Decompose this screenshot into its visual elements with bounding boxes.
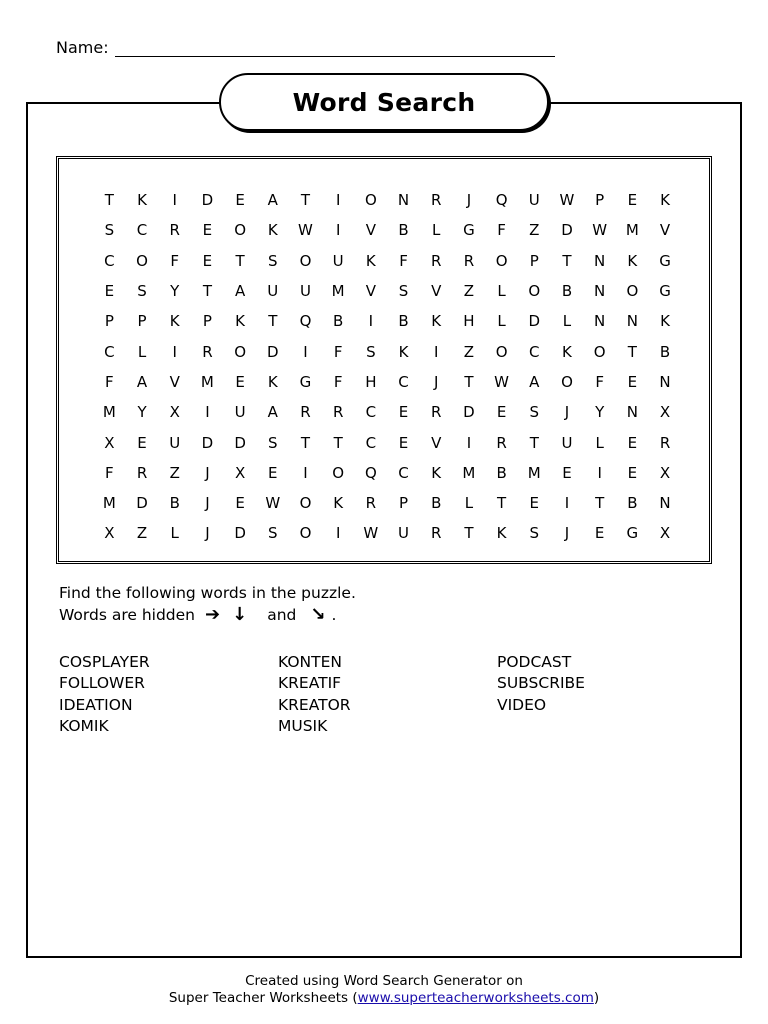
grid-letter: F	[333, 342, 343, 361]
grid-letter: N	[626, 312, 638, 331]
grid-letter: R	[300, 403, 311, 422]
grid-letter: B	[561, 282, 573, 301]
grid-letter: C	[529, 342, 540, 361]
grid-letter: N	[659, 494, 671, 513]
grid-letter: O	[495, 342, 508, 361]
grid-letter: I	[597, 463, 602, 482]
grid-letter: U	[234, 403, 246, 422]
grid-letter: L	[595, 433, 604, 452]
grid-letter: X	[659, 524, 671, 543]
grid-letter: D	[234, 524, 246, 543]
grid-letter: O	[234, 342, 246, 361]
grid-letter: E	[562, 463, 572, 482]
footer-link[interactable]: www.superteacherworksheets.com	[357, 990, 594, 1006]
grid-letter: M	[527, 463, 541, 482]
grid-letter: T	[333, 433, 343, 452]
grid-letter: U	[561, 433, 573, 452]
grid-letter: Q	[364, 463, 377, 482]
grid-letter: K	[235, 312, 246, 331]
grid-letter: O	[299, 494, 312, 513]
grid-letter: K	[267, 221, 278, 240]
grid-letter: S	[268, 251, 278, 270]
instructions-period: .	[331, 606, 337, 624]
grid-letter: B	[659, 342, 671, 361]
grid-letter: E	[398, 433, 409, 452]
grid-letter: S	[529, 524, 540, 543]
arrow-down-icon: ↓	[232, 604, 248, 625]
grid-row	[59, 246, 709, 276]
grid-letter: I	[303, 342, 308, 361]
grid-letter: E	[627, 433, 638, 452]
grid-letter: E	[627, 372, 638, 391]
grid-letter: R	[202, 342, 213, 361]
grid-letter: T	[202, 282, 212, 301]
grid-letter: J	[205, 494, 210, 513]
grid-letter: K	[627, 251, 638, 270]
grid-letter: D	[561, 221, 573, 240]
grid-letter: V	[169, 372, 180, 391]
grid-letter: Z	[136, 524, 148, 543]
grid-letter: G	[299, 372, 312, 391]
grid-letter: F	[595, 372, 604, 391]
grid-letter: K	[169, 312, 180, 331]
grid-letter: P	[137, 312, 147, 331]
grid-letter: W	[363, 524, 379, 543]
grid-letter: R	[431, 403, 442, 422]
arrow-right-icon: ➔	[205, 604, 221, 625]
grid-letter: C	[104, 342, 115, 361]
grid-letter: N	[626, 403, 638, 422]
grid-letter: T	[300, 433, 311, 452]
grid-letter: T	[235, 251, 245, 270]
grid-letter: O	[561, 372, 573, 391]
grid-letter: C	[365, 403, 377, 422]
grid-letter: V	[365, 282, 376, 301]
grid-letter: F	[105, 372, 114, 391]
grid-letter: C	[398, 372, 409, 391]
grid-letter: Z	[169, 463, 180, 482]
grid-letter: B	[627, 494, 638, 513]
grid-letter: R	[365, 494, 377, 513]
grid-row	[59, 397, 709, 427]
grid-letter: W	[265, 494, 281, 513]
grid-letter: Q	[495, 191, 508, 210]
name-label: Name:	[56, 38, 109, 57]
grid-letter: J	[466, 191, 472, 210]
grid-row	[59, 306, 709, 336]
grid-letter: M	[102, 403, 116, 422]
word-search-grid	[56, 156, 712, 564]
grid-letter: I	[466, 433, 472, 452]
grid-letter: N	[594, 282, 606, 301]
grid-letter: L	[137, 342, 147, 361]
grid-letter: V	[431, 433, 442, 452]
grid-letter: K	[496, 524, 507, 543]
grid-letter: T	[627, 342, 637, 361]
grid-letter: S	[529, 403, 540, 422]
grid-letter: L	[562, 312, 572, 331]
grid-letter: I	[368, 312, 374, 331]
grid-letter: E	[235, 191, 245, 210]
grid-letter: U	[169, 433, 181, 452]
grid-letter: K	[660, 312, 670, 331]
grid-letter: G	[659, 282, 671, 301]
grid-letter: R	[496, 433, 507, 452]
grid-letter: S	[366, 342, 376, 361]
grid-letter: P	[529, 251, 539, 270]
grid-letter: N	[594, 312, 606, 331]
grid-letter: L	[464, 494, 474, 513]
grid-letter: X	[104, 524, 115, 543]
grid-letter: D	[463, 403, 475, 422]
grid-letter: E	[529, 494, 540, 513]
grid-letter: E	[202, 221, 213, 240]
grid-letter: G	[659, 251, 671, 270]
grid-letter: K	[267, 372, 278, 391]
grid-letter: M	[102, 494, 116, 513]
name-blank-line[interactable]	[115, 42, 555, 57]
grid-letter: B	[333, 312, 344, 331]
grid-letter: X	[659, 403, 671, 422]
grid-letter: K	[137, 191, 147, 210]
grid-letter: W	[298, 221, 313, 240]
grid-letter: Z	[463, 342, 475, 361]
instructions-prefix: Words are hidden	[59, 606, 196, 624]
grid-letter: T	[464, 372, 474, 391]
grid-letter: E	[496, 403, 507, 422]
name-field-row	[56, 38, 555, 57]
grid-row	[59, 336, 709, 366]
title-banner	[219, 73, 549, 131]
grid-letter: M	[200, 372, 214, 391]
word-list-item: FOLLOWER	[59, 674, 145, 693]
grid-letter: F	[333, 372, 343, 391]
instructions-and: and	[267, 606, 297, 624]
grid-letter: D	[201, 191, 214, 210]
grid-letter: C	[365, 433, 377, 452]
grid-letter: A	[136, 372, 148, 391]
footer	[0, 973, 768, 1007]
footer-line-2	[0, 990, 768, 1007]
grid-letter: U	[528, 191, 540, 210]
grid-letter: O	[234, 221, 246, 240]
grid-letter: L	[432, 221, 441, 240]
grid-letter: I	[303, 463, 308, 482]
grid-letter: R	[463, 251, 475, 270]
word-list-item: IDEATION	[59, 695, 133, 714]
grid-letter: O	[626, 282, 639, 301]
grid-letter: K	[365, 251, 376, 270]
grid-letter: Y	[595, 403, 605, 422]
grid-letter: X	[659, 463, 671, 482]
grid-letter: B	[169, 494, 180, 513]
word-list-item: KREATIF	[278, 674, 342, 693]
grid-row	[59, 427, 709, 457]
grid-letter: N	[397, 191, 410, 210]
grid-letter: B	[398, 312, 409, 331]
grid-letter: D	[201, 433, 214, 452]
grid-letter: A	[529, 372, 540, 391]
instructions	[59, 583, 356, 626]
grid-letter: E	[398, 403, 409, 422]
grid-letter: Y	[137, 403, 147, 422]
grid-letter: P	[595, 191, 605, 210]
grid-letter: T	[268, 312, 278, 331]
grid-letter: O	[332, 463, 345, 482]
grid-letter: R	[659, 433, 671, 452]
grid-letter: I	[172, 342, 177, 361]
grid-row	[59, 488, 709, 518]
grid-letter: P	[104, 312, 114, 331]
grid-letter: O	[593, 342, 606, 361]
grid-letter: I	[434, 342, 439, 361]
instructions-line-1: Find the following words in the puzzle.	[59, 584, 356, 602]
grid-letter: I	[564, 494, 570, 513]
grid-letter: T	[497, 494, 507, 513]
grid-letter: O	[495, 251, 508, 270]
grid-letter: H	[365, 372, 377, 391]
grid-letter: F	[497, 221, 506, 240]
grid-letter: D	[136, 494, 148, 513]
grid-letter: F	[105, 463, 114, 482]
grid-row	[59, 215, 709, 245]
grid-letter: C	[398, 463, 409, 482]
word-list-column-1	[59, 652, 150, 737]
grid-letter: O	[299, 524, 312, 543]
grid-letter: E	[137, 433, 147, 452]
grid-letter: I	[335, 191, 341, 210]
word-list-item: COSPLAYER	[59, 653, 150, 671]
grid-row	[59, 518, 709, 548]
grid-letter: R	[431, 251, 442, 270]
grid-letter: I	[172, 191, 177, 210]
footer-suffix: )	[593, 990, 600, 1006]
grid-letter: T	[300, 191, 311, 210]
grid-letter: B	[398, 221, 409, 240]
grid-row	[59, 367, 709, 397]
grid-letter: J	[434, 372, 439, 391]
grid-letter: W	[559, 191, 575, 210]
grid-letter: T	[464, 524, 474, 543]
grid-letter: Q	[299, 312, 312, 331]
grid-letter: E	[235, 372, 245, 391]
grid-letter: E	[594, 524, 605, 543]
grid-letter: S	[104, 221, 115, 240]
grid-letter: K	[562, 342, 572, 361]
grid-letter: U	[398, 524, 410, 543]
grid-letter: M	[625, 221, 639, 240]
grid-letter: Z	[463, 282, 475, 301]
grid-letter: Y	[170, 282, 180, 301]
instructions-line-2	[59, 604, 356, 626]
grid-letter: J	[564, 524, 570, 543]
grid-letter: X	[234, 463, 246, 482]
grid-row	[59, 185, 709, 215]
grid-letter: U	[267, 282, 279, 301]
grid-letter: K	[398, 342, 409, 361]
grid-letter: N	[594, 251, 606, 270]
grid-letter: V	[431, 282, 442, 301]
word-list-item: SUBSCRIBE	[497, 674, 585, 693]
grid-letter: F	[170, 251, 180, 270]
grid-letter: R	[332, 403, 344, 422]
grid-letter: C	[136, 221, 148, 240]
grid-letter: L	[497, 282, 506, 301]
grid-letter: P	[202, 312, 212, 331]
grid-letter: J	[564, 403, 570, 422]
grid-letter: R	[136, 463, 148, 482]
word-list-item: KONTEN	[278, 653, 342, 671]
grid-letter: E	[268, 463, 278, 482]
grid-letter: M	[462, 463, 476, 482]
word-list-item: KREATOR	[278, 695, 351, 714]
grid-letter: V	[659, 221, 671, 240]
footer-line-1: Created using Word Search Generator on	[245, 973, 523, 989]
grid-letter: M	[331, 282, 345, 301]
grid-letter: D	[267, 342, 279, 361]
word-list-column-2	[278, 652, 351, 737]
grid-letter: R	[431, 191, 442, 210]
word-list-item: KOMIK	[59, 716, 109, 735]
grid-letter: O	[299, 251, 312, 270]
grid-letter: S	[268, 433, 278, 452]
grid-letter: T	[104, 191, 114, 210]
grid-letter: G	[626, 524, 639, 543]
grid-letter: K	[660, 191, 670, 210]
grid-letter: T	[562, 251, 572, 270]
grid-letter: X	[104, 433, 115, 452]
grid-letter: E	[627, 191, 638, 210]
grid-letter: I	[205, 403, 210, 422]
grid-letter: H	[463, 312, 475, 331]
grid-letter: D	[234, 433, 246, 452]
grid-row	[59, 458, 709, 488]
arrow-diagonal-icon: ↘	[310, 604, 326, 625]
grid-letter: O	[136, 251, 148, 270]
word-list-item: VIDEO	[497, 695, 547, 714]
grid-letter: U	[299, 282, 311, 301]
grid-letter: S	[268, 524, 278, 543]
grid-letter: O	[364, 191, 377, 210]
grid-letter: K	[431, 463, 442, 482]
word-list-item: PODCAST	[497, 653, 572, 671]
grid-letter: S	[398, 282, 409, 301]
grid-letter: E	[104, 282, 115, 301]
page-title: Word Search	[292, 87, 476, 117]
grid-letter: W	[494, 372, 510, 391]
grid-letter: W	[592, 221, 608, 240]
grid-letter: E	[202, 251, 213, 270]
grid-letter: N	[659, 372, 671, 391]
grid-letter: A	[267, 403, 278, 422]
grid-letter: L	[170, 524, 179, 543]
grid-letter: I	[335, 524, 341, 543]
grid-letter: O	[528, 282, 541, 301]
grid-letter: T	[595, 494, 605, 513]
grid-letter: L	[497, 312, 506, 331]
grid-letter: R	[169, 221, 180, 240]
grid-letter: E	[627, 463, 638, 482]
grid-letter: E	[235, 494, 245, 513]
grid-letter: R	[431, 524, 442, 543]
grid-letter: D	[528, 312, 541, 331]
grid-letter: G	[463, 221, 475, 240]
grid-letter: F	[399, 251, 408, 270]
grid-letter: T	[529, 433, 539, 452]
grid-letter: K	[431, 312, 442, 331]
grid-letter: K	[333, 494, 344, 513]
grid-letter: S	[137, 282, 147, 301]
grid-letter: A	[267, 191, 278, 210]
grid-letter: I	[335, 221, 341, 240]
grid-letter: B	[431, 494, 442, 513]
grid-letter: V	[365, 221, 376, 240]
grid-letter: J	[205, 524, 210, 543]
grid-letter: C	[104, 251, 115, 270]
footer-prefix: Super Teacher Worksheets (	[168, 990, 358, 1006]
grid-letter: X	[169, 403, 180, 422]
word-list-item: MUSIK	[278, 716, 328, 735]
grid-letter: Z	[529, 221, 540, 240]
grid-letter: J	[205, 463, 210, 482]
grid-letter: A	[234, 282, 246, 301]
grid-letter: U	[332, 251, 344, 270]
grid-letter: B	[496, 463, 507, 482]
grid-row	[59, 276, 709, 306]
word-list-column-3	[497, 652, 585, 716]
grid-letter: P	[399, 494, 409, 513]
